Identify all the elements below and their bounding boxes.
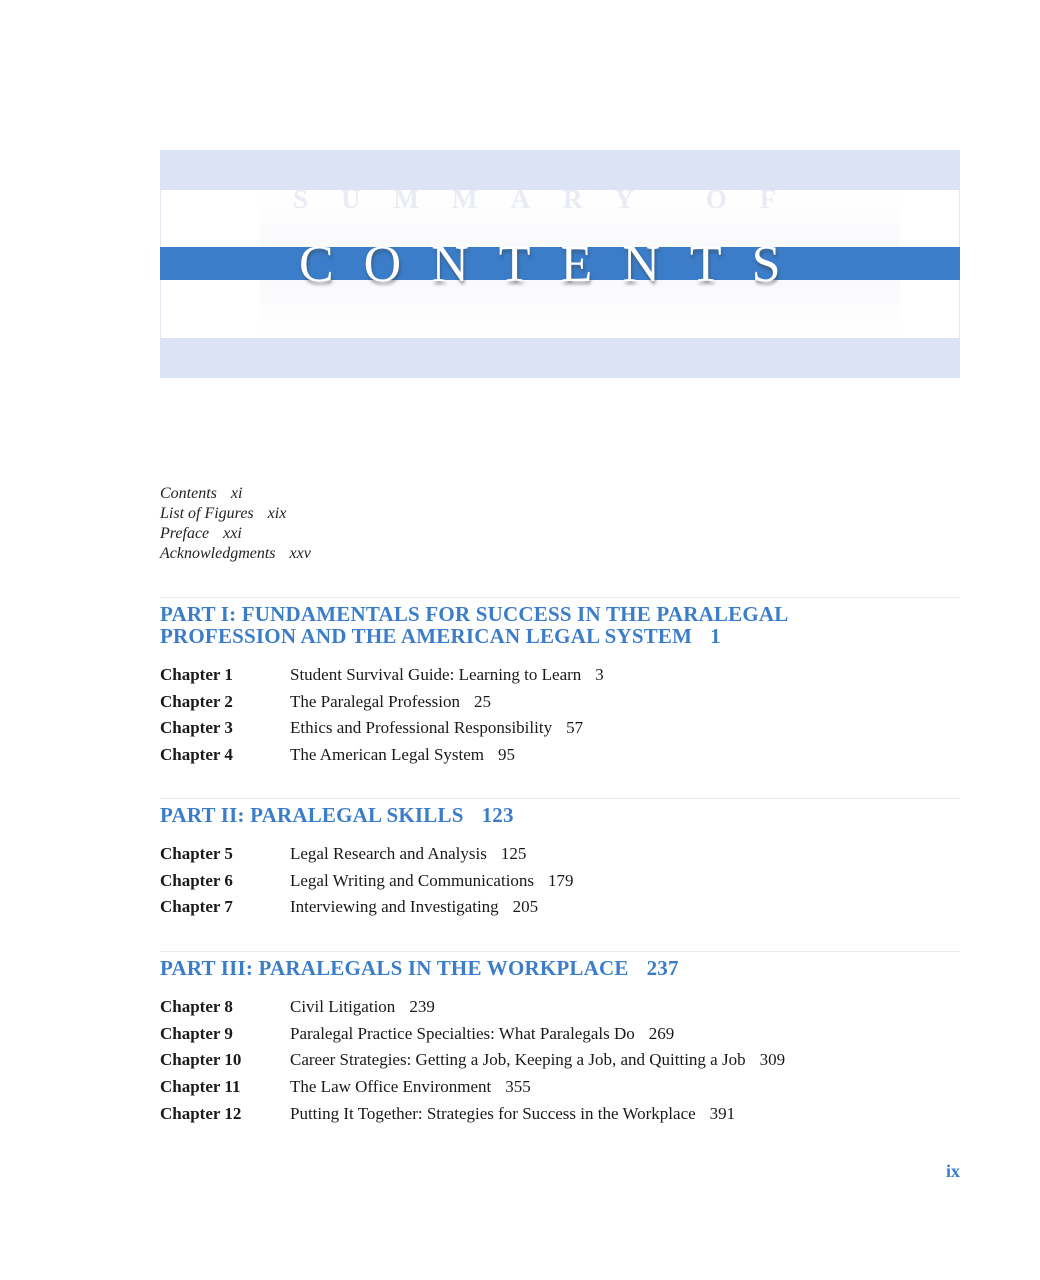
- chapter-row[interactable]: [160, 844, 960, 871]
- part-page: 1: [710, 624, 721, 648]
- chapter-row[interactable]: [160, 745, 960, 772]
- chapter-row[interactable]: [160, 997, 960, 1024]
- chapter-row[interactable]: [160, 1077, 960, 1104]
- chapter-page: 269: [648, 1023, 675, 1043]
- chapter-title-text: Ethics and Professional Responsibility: [290, 718, 553, 738]
- part-title-text: PART II: PARALEGAL SKILLS: [160, 803, 464, 827]
- chapter-list: [160, 997, 960, 1130]
- chapter-title-text: The Paralegal Profession: [290, 691, 460, 711]
- chapter-page: 179: [548, 870, 574, 890]
- chapter-label: Chapter 11: [160, 1077, 241, 1097]
- chapter-title-text: The Law Office Environment: [290, 1077, 492, 1097]
- chapter-title-text: Career Strategies: Getting a Job, Keeping a Job, and Quitting a Job: [290, 1050, 746, 1070]
- chapter-list: [160, 844, 960, 924]
- part-title-line: [160, 625, 960, 647]
- chapter-title-text: The American Legal System: [290, 745, 485, 765]
- chapter-label: Chapter 3: [160, 718, 233, 738]
- chapter-title-text: Legal Writing and Communications: [290, 870, 535, 890]
- front-matter-item[interactable]: [160, 504, 311, 524]
- part-1-section: [160, 597, 960, 772]
- chapter-title-text: Paralegal Practice Specialties: What Paralegals Do: [290, 1023, 635, 1043]
- chapter-page: 391: [709, 1103, 736, 1123]
- chapter-label: Chapter 9: [160, 1023, 233, 1043]
- chapter-label: Chapter 1: [160, 665, 233, 684]
- chapter-title-text: Civil Litigation: [290, 997, 396, 1016]
- chapter-title: [290, 1104, 735, 1124]
- chapter-label: Chapter 12: [160, 1103, 242, 1123]
- chapter-label: Chapter 8: [160, 997, 233, 1016]
- chapter-list: [160, 665, 960, 772]
- front-matter-page: xxv: [289, 545, 311, 562]
- part-divider: [160, 597, 960, 598]
- part-divider: [160, 798, 960, 799]
- chapter-label: Chapter 6: [160, 870, 233, 890]
- part-2-title[interactable]: [160, 804, 960, 826]
- chapter-page: 309: [759, 1050, 786, 1070]
- chapter-title: [290, 665, 604, 685]
- chapter-row[interactable]: [160, 1104, 960, 1131]
- chapter-title: [290, 997, 435, 1017]
- chapter-label: Chapter 10: [160, 1050, 242, 1070]
- part-title-line: [160, 957, 960, 979]
- part-title-line: PART I: FUNDAMENTALS FOR SUCCESS IN THE PARALEGAL: [160, 602, 789, 626]
- chapter-row[interactable]: [160, 1024, 960, 1051]
- banner-bottom-band: [160, 338, 960, 378]
- part-title-line: [160, 804, 960, 826]
- part-3-section: [160, 951, 960, 1130]
- chapter-row[interactable]: [160, 1050, 960, 1077]
- part-1-title[interactable]: [160, 603, 960, 647]
- front-matter-label: List of Figures: [160, 505, 254, 522]
- chapter-page: 95: [498, 745, 516, 765]
- front-matter-page: xi: [230, 485, 243, 502]
- chapter-title-text: Legal Research and Analysis: [290, 844, 487, 863]
- front-matter-label: Acknowledgments: [160, 545, 276, 562]
- chapter-title: [290, 718, 583, 738]
- chapter-row[interactable]: [160, 871, 960, 898]
- part-3-title[interactable]: [160, 957, 960, 979]
- chapter-row[interactable]: [160, 665, 960, 692]
- part-divider: [160, 951, 960, 952]
- chapter-title-text: Putting It Together: Strategies for Success in the Workplace: [290, 1103, 696, 1123]
- chapter-label: Chapter 2: [160, 691, 233, 711]
- front-matter-item[interactable]: [160, 484, 311, 504]
- chapter-title: [290, 745, 515, 765]
- part-page: 237: [646, 956, 679, 980]
- front-matter-list: [160, 484, 311, 564]
- front-matter-page: xxi: [223, 525, 242, 542]
- page-number: ix: [945, 1161, 960, 1181]
- chapter-title: [290, 897, 538, 917]
- chapter-title: [290, 871, 574, 891]
- front-matter-page: xix: [267, 505, 287, 522]
- contents-heading: CONTENTS: [299, 236, 811, 293]
- title-banner: [160, 150, 960, 378]
- chapter-title: [290, 1024, 674, 1044]
- chapter-page: 57: [566, 718, 584, 738]
- chapter-title: [290, 1050, 785, 1070]
- chapter-title-text: Interviewing and Investigating: [290, 897, 499, 917]
- part-2-section: [160, 798, 960, 924]
- chapter-title: [290, 844, 526, 864]
- chapter-label: Chapter 4: [160, 745, 233, 765]
- chapter-title: [290, 1077, 531, 1097]
- part-page: 123: [481, 803, 514, 827]
- front-matter-label: Preface: [160, 525, 210, 542]
- chapter-label: Chapter 5: [160, 844, 233, 863]
- front-matter-label: Contents: [160, 485, 217, 502]
- chapter-row[interactable]: [160, 718, 960, 745]
- chapter-page: 355: [505, 1077, 531, 1097]
- chapter-title: [290, 692, 491, 712]
- front-matter-item[interactable]: [160, 524, 311, 544]
- summary-of-heading: SUMMARY OF: [293, 184, 810, 214]
- chapter-row[interactable]: [160, 897, 960, 924]
- chapter-page: 239: [409, 997, 435, 1016]
- chapter-page: 3: [595, 665, 604, 684]
- part-title-text: PART III: PARALEGALS IN THE WORKPLACE: [160, 956, 629, 980]
- chapter-row[interactable]: [160, 692, 960, 719]
- chapter-label: Chapter 7: [160, 897, 233, 917]
- chapter-page: 125: [500, 844, 527, 863]
- chapter-page: 205: [512, 897, 539, 917]
- chapter-page: 25: [473, 691, 491, 711]
- chapter-title-text: Student Survival Guide: Learning to Learn: [290, 665, 582, 684]
- front-matter-item[interactable]: [160, 544, 311, 564]
- part-title-text: PROFESSION AND THE AMERICAN LEGAL SYSTEM: [160, 624, 693, 648]
